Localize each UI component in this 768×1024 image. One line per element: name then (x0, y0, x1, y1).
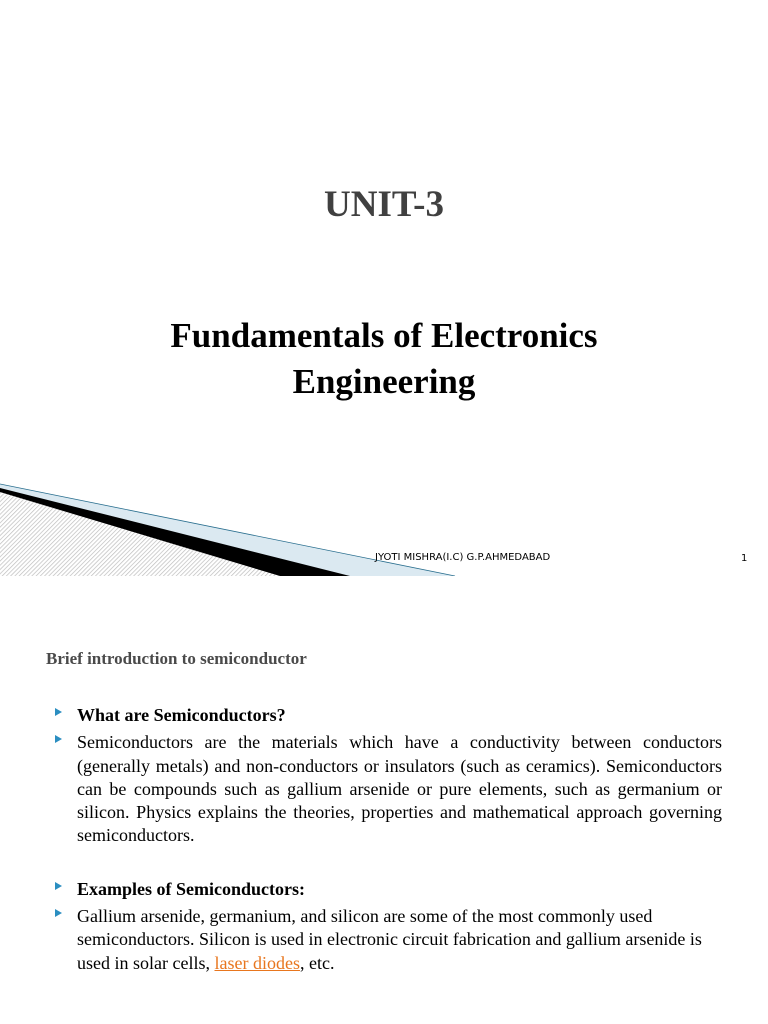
unit-title: UNIT-3 (324, 184, 444, 225)
bullet-text: Semiconductors are the materials which have a conductivity between conductors (generally metals) and non-conductors or insulators (such as ceramics). Semiconductors can be compounds such as gallium arsenide or pure elements, such as germanium or silicon. Physics explains the theories, properties and mathematical approach governing semiconductors. (77, 732, 722, 846)
bullet-text: Examples of Semiconductors: (77, 878, 305, 899)
footer-author: JYOTI MISHRA(I.C) G.P.AHMEDABAD (375, 552, 551, 563)
laser-diodes-link[interactable]: laser diodes (214, 952, 300, 973)
main-title-line-2: Engineering (292, 362, 476, 401)
bullet-list (52, 704, 722, 975)
page-number: 1 (741, 553, 748, 564)
bullet-arrow-icon (55, 735, 62, 743)
bullet-text: Gallium arsenide, germanium, and silicon are some of the most commonly used semiconductors. Silicon is used in electronic circuit fabrication and gallium arsenide is used in solar cells, (77, 906, 702, 973)
bullet-what-are-semiconductors (52, 704, 722, 727)
bullet-arrow-icon (55, 909, 62, 917)
bullet-arrow-icon (55, 882, 62, 890)
main-title-line-1: Fundamentals of Electronics (170, 316, 598, 355)
bullet-examples-heading (52, 878, 722, 901)
bullet-definition (52, 731, 722, 847)
bullet-examples (52, 905, 722, 975)
section-heading: Brief introduction to semiconductor (46, 649, 307, 668)
bullet-text-end: , etc. (299, 952, 335, 973)
bullet-arrow-icon (55, 708, 62, 716)
bullet-text: What are Semiconductors? (77, 705, 286, 725)
main-title (84, 313, 684, 405)
